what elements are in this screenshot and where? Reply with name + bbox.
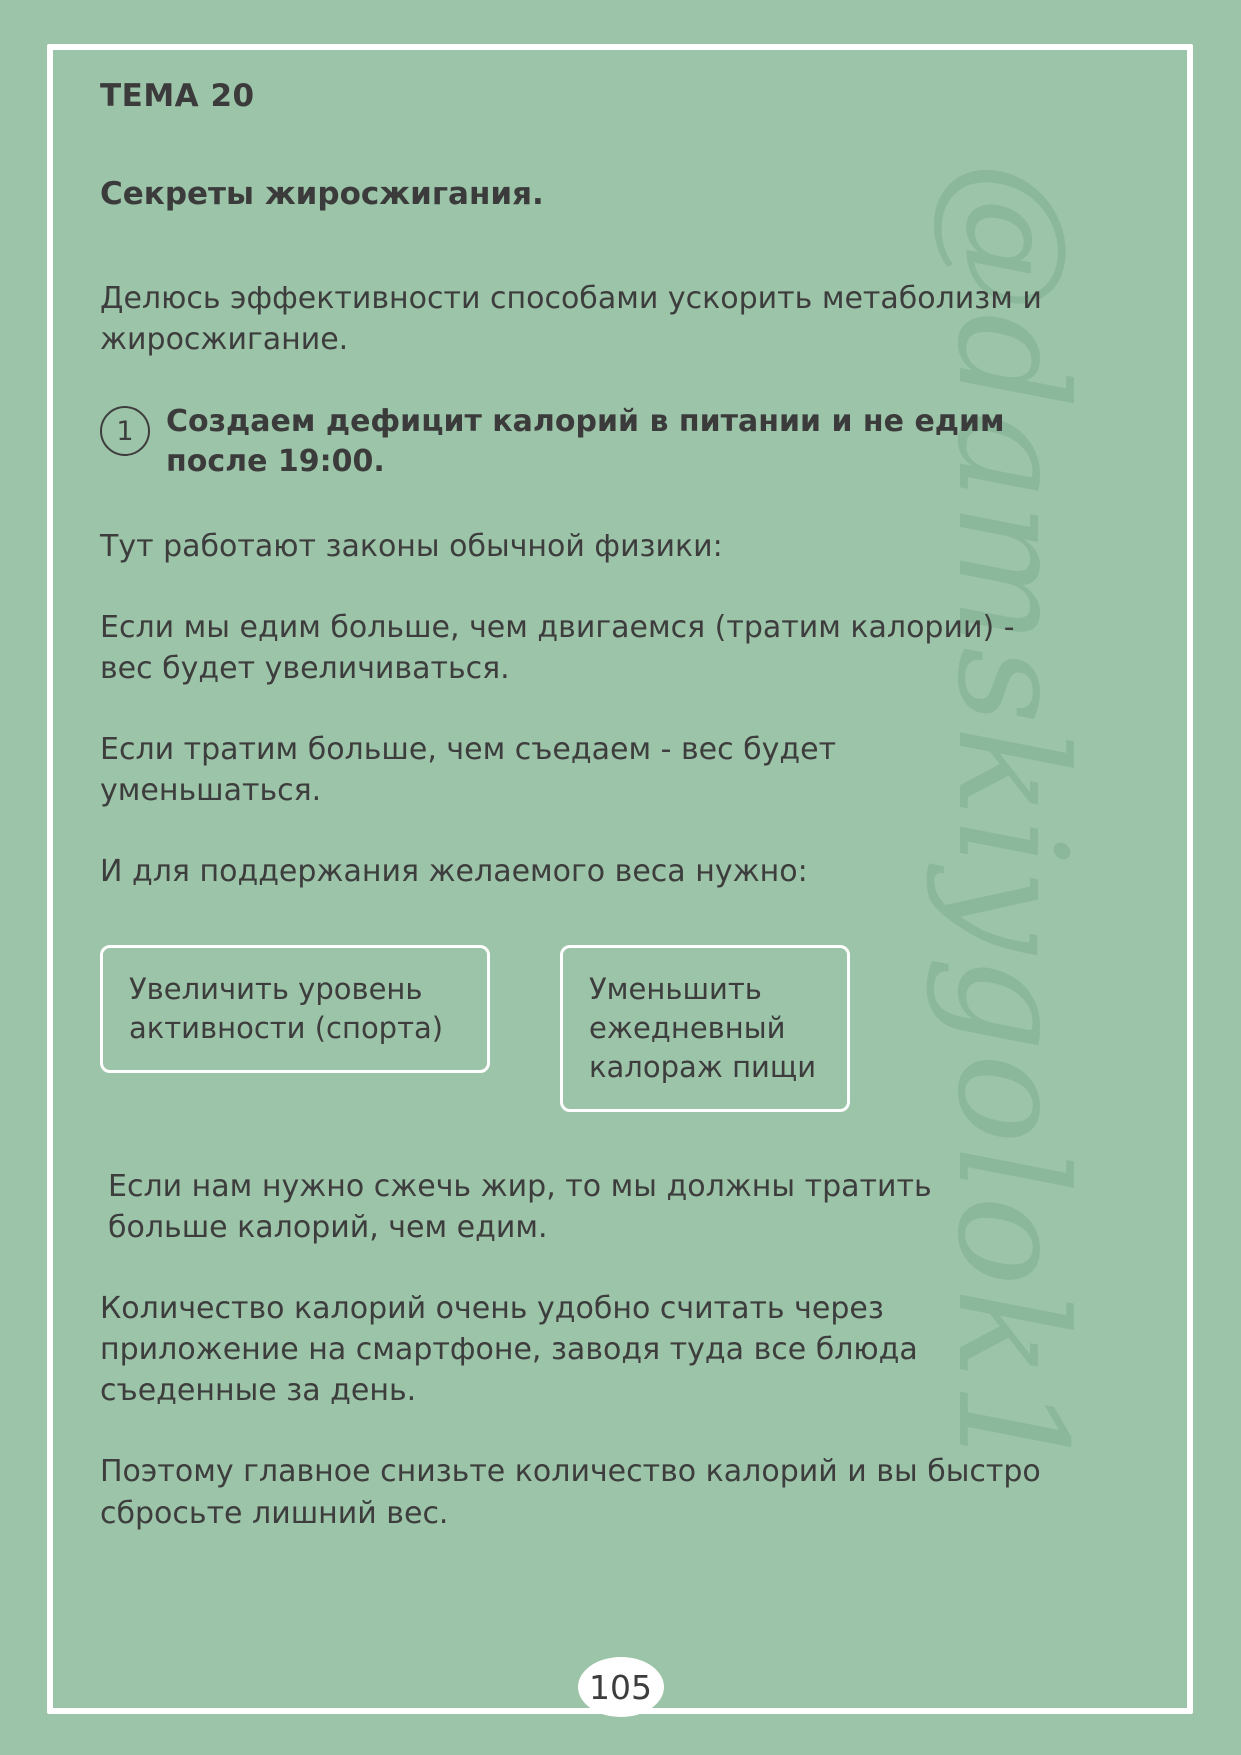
page-title: Секреты жиросжигания.: [100, 176, 544, 212]
intro-paragraph: Делюсь эффективности способами ускорить метаболизм и жиросжигание.: [100, 281, 1042, 358]
paragraph-physics: Тут работают законы обычной физики:: [100, 528, 723, 564]
page-number: 105: [578, 1657, 664, 1717]
theme-label: ТЕМА 20: [100, 78, 255, 114]
paragraph-maintain: И для поддержания желаемого веса нужно:: [100, 854, 808, 890]
callout-boxes: [100, 945, 1060, 1112]
numbered-item-text: Создаем дефицит калорий в питании и не едим после 19:00.: [166, 404, 1005, 480]
number-badge: 1: [100, 406, 150, 456]
paragraph-conclusion: Поэтому главное снизьте количество калорий и вы быстро сбросьте лишний вес.: [100, 1454, 1041, 1531]
numbered-item-1: [100, 400, 1060, 482]
watermark-text: @damskiygolok1: [924, 161, 1098, 1479]
paragraph-app-count: Количество калорий очень удобно считать через приложение на смартфоне, заводя туда все блюда съеденные за день.: [100, 1291, 918, 1409]
callout-box-activity: Увеличить уровень активности (спорта): [100, 945, 490, 1073]
paragraph-burn-fat: Если нам нужно сжечь жир, то мы должны тратить больше калорий, чем едим.: [108, 1168, 932, 1246]
page-content: [100, 78, 1060, 1574]
paragraph-more-eat: Если мы едим больше, чем двигаемся (тратим калории) - вес будет увеличиваться.: [100, 610, 1015, 687]
callout-box-calories: Уменьшить ежедневный калораж пищи: [560, 945, 850, 1112]
paragraph-more-spend: Если тратим больше, чем съедаем - вес будет уменьшаться.: [100, 732, 837, 809]
